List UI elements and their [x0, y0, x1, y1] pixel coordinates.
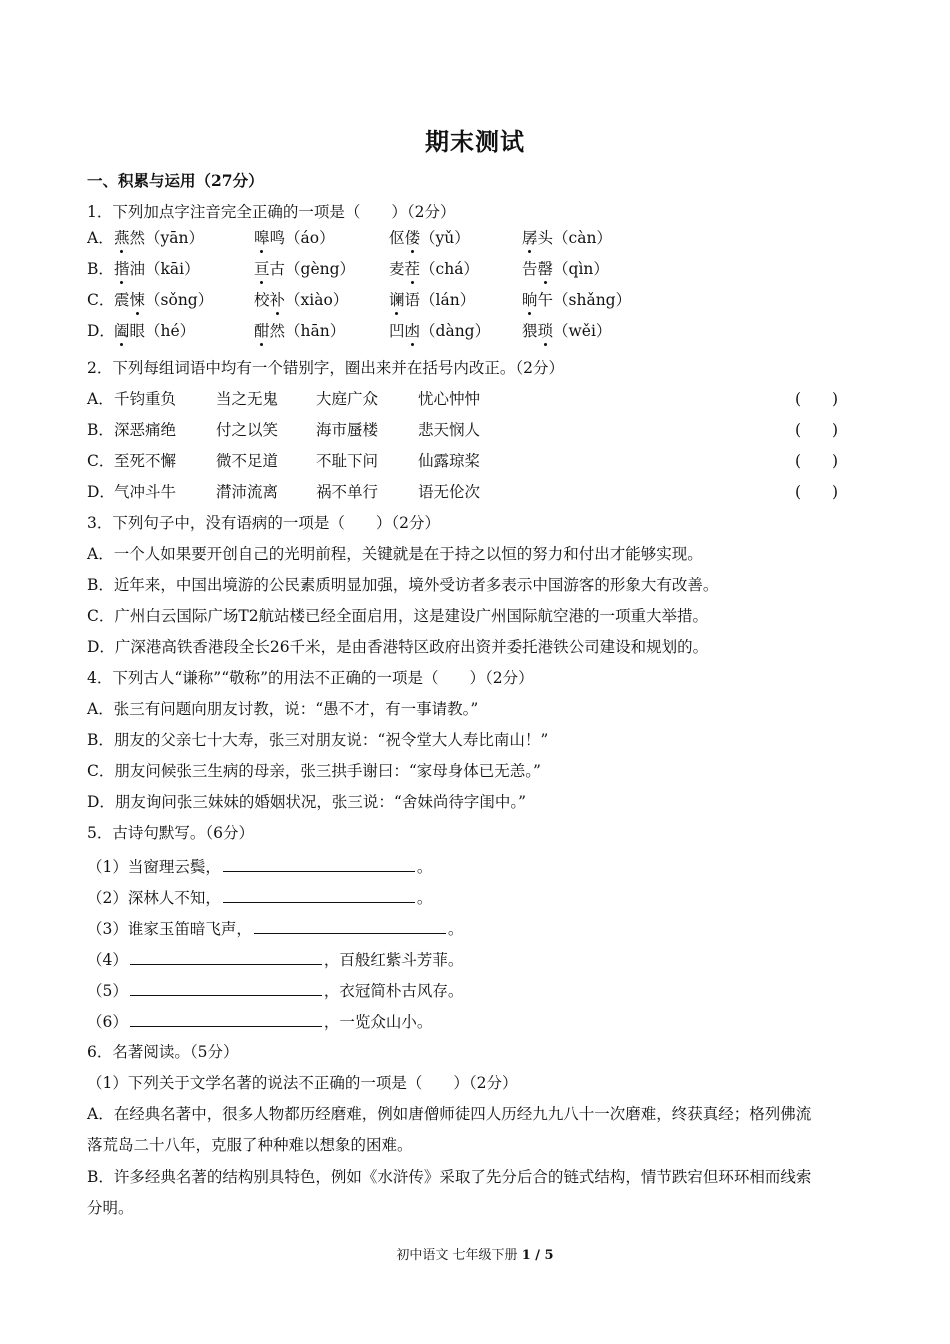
question-5-item — [87, 887, 432, 908]
question-5-item — [87, 980, 463, 1001]
question-5-stem: 5．古诗句默写。（6分） — [87, 824, 254, 842]
dotted-character: 嗥 — [254, 229, 270, 247]
question-2-option-label: C． — [87, 452, 115, 470]
question-1-option-item — [522, 290, 631, 310]
question-2-option-label: A． — [87, 390, 114, 408]
question-4-option-a: A．张三有问题向朋友讨教，说：“愚不才，有一事请教。” — [87, 700, 479, 718]
item-text: 眼（hé） — [129, 322, 196, 340]
question-2-stem: 2．下列每组词语中均有一个错别字，圈出来并在括号内改正。（2分） — [87, 359, 564, 377]
item-text: 头（càn） — [537, 229, 612, 247]
question-1-option-item — [389, 290, 475, 310]
item-text: （chá） — [420, 260, 479, 278]
item-text: 然（hān） — [269, 322, 346, 340]
question-1-option-item — [114, 321, 195, 341]
line-after-blank: ，衣冠简朴古风存。 — [323, 982, 464, 1000]
item-prefix: 伛 — [389, 229, 405, 247]
answer-parentheses: ( ) — [795, 483, 839, 501]
question-2-word: 千钧重负 — [114, 390, 177, 408]
item-number: （2） — [87, 889, 128, 907]
answer-blank — [130, 980, 322, 996]
question-6-option-b-line1: B．许多经典名著的结构别具特色，例如《水浒传》采取了先分后合的链式结构，情节跌宕但环环相而线索 — [87, 1168, 812, 1186]
question-4-option-c: C．朋友问候张三生病的母亲，张三拱手谢曰：“家母身体已无恙。” — [87, 762, 541, 780]
dotted-character: 晌 — [522, 291, 538, 309]
dotted-character: 悚 — [129, 291, 146, 309]
question-5-item — [87, 856, 432, 877]
question-4-stem: 4．下列古人“谦称”“敬称”的用法不正确的一项是（ ）（2分） — [87, 669, 534, 687]
question-2-word: 至死不懈 — [114, 452, 177, 470]
question-1-option-label: C． — [87, 291, 115, 309]
question-2-word: 潸沛流离 — [216, 483, 279, 501]
line-after-blank: 。 — [416, 858, 433, 876]
answer-parentheses: ( ) — [795, 421, 839, 439]
dotted-character: 酣 — [254, 322, 270, 340]
dotted-character: 燕 — [114, 229, 130, 247]
question-1-option-item — [114, 259, 200, 279]
dotted-character: 琐 — [537, 322, 554, 340]
item-text: （wěi） — [553, 322, 612, 340]
question-5-item — [87, 1011, 432, 1032]
question-2-word: 不耻下问 — [316, 452, 379, 470]
line-before-blank: 谁家玉笛暗飞声， — [127, 920, 252, 938]
page-footer — [0, 1247, 950, 1265]
question-1-option-label: B． — [87, 260, 114, 278]
item-number: （3） — [87, 920, 128, 938]
item-prefix: 凹 — [389, 322, 405, 340]
line-before-blank: 深林人不知， — [127, 889, 221, 907]
item-text: 鸣（áo） — [269, 229, 335, 247]
answer-blank — [223, 887, 415, 903]
line-after-blank: ，百般红紫斗芳菲。 — [323, 951, 464, 969]
question-1-option-item — [522, 321, 611, 341]
question-1-option-item — [254, 259, 355, 279]
question-2-word: 付之以笑 — [216, 421, 279, 439]
page-number: 1 / 5 — [521, 1248, 554, 1263]
question-6-option-b-line2: 分明。 — [87, 1199, 134, 1217]
question-5-item — [87, 949, 463, 970]
item-number: （6） — [87, 1013, 128, 1031]
dotted-character: 罄 — [537, 260, 554, 278]
dotted-character: 亘 — [254, 260, 270, 278]
question-1-option-item — [389, 228, 470, 248]
page-title: 期末测试 — [425, 127, 525, 156]
question-1-stem: 1．下列加点字注音完全正确的一项是（ ）（2分） — [87, 203, 456, 221]
question-3-option-a: A．一个人如果要开创自己的光明前程，关键就是在于持之以恒的努力和付出才能够实现。 — [87, 545, 703, 563]
item-prefix: 告 — [522, 260, 538, 278]
dotted-character: 凼 — [404, 322, 421, 340]
item-number: （1） — [87, 858, 128, 876]
question-1-option-item — [389, 259, 479, 279]
item-text: 午（shǎng） — [537, 291, 632, 309]
item-text: （yǔ） — [420, 229, 470, 247]
question-1-option-label: D． — [87, 322, 115, 340]
line-after-blank: ，一览众山小。 — [323, 1013, 433, 1031]
question-1-option-label: A． — [87, 229, 114, 247]
item-prefix: 校 — [254, 291, 270, 309]
item-text: 古（gèng） — [269, 260, 356, 278]
question-5-item — [87, 918, 463, 939]
line-before-blank: 当窗理云鬓， — [127, 858, 221, 876]
question-6-option-a-line2: 落荒岛二十八年，克服了种种难以想象的困难。 — [87, 1136, 413, 1154]
question-1-option-item — [254, 321, 345, 341]
dotted-character: 阖 — [114, 322, 130, 340]
question-6-sub1: （1）下列关于文学名著的说法不正确的一项是（ ）（2分） — [87, 1074, 518, 1092]
dotted-character: 谰 — [389, 291, 405, 309]
item-text: 然（yān） — [129, 229, 204, 247]
item-text: 语（lán） — [404, 291, 476, 309]
question-1-option-item — [254, 228, 335, 248]
item-text: （qìn） — [553, 260, 609, 278]
question-2-word: 仙露琼桨 — [418, 452, 481, 470]
question-2-word: 祸不单行 — [316, 483, 379, 501]
item-text: （dàng） — [420, 322, 491, 340]
answer-blank — [254, 918, 446, 934]
question-6-stem: 6．名著阅读。（5分） — [87, 1043, 239, 1061]
dotted-character: 孱 — [522, 229, 538, 247]
question-2-word: 当之无鬼 — [216, 390, 279, 408]
question-3-stem: 3．下列句子中，没有语病的一项是（ ）（2分） — [87, 514, 440, 532]
question-2-word: 微不足道 — [216, 452, 279, 470]
question-3-option-d: D．广深港高铁香港段全长26千米，是由香港特区政府出资并委托港铁公司建设和规划的。 — [87, 638, 709, 656]
item-text: 油（kāi） — [129, 260, 200, 278]
item-number: （4） — [87, 951, 128, 969]
question-2-word: 语无伦次 — [418, 483, 481, 501]
question-2-option-label: B． — [87, 421, 114, 439]
question-2-word: 气冲斗牛 — [114, 483, 177, 501]
question-6-option-a-line1: A．在经典名著中，很多人物都历经磨难，例如唐僧师徒四人历经九九八十一次磨难，终获真经；格列佛流 — [87, 1105, 812, 1123]
question-1-option-item — [522, 259, 609, 279]
item-text: （sǒng） — [145, 291, 214, 309]
question-2-word: 悲天悯人 — [418, 421, 481, 439]
item-prefix: 麦 — [389, 260, 405, 278]
footer-text: 初中语文 七年级下册 — [396, 1248, 522, 1263]
question-3-option-b: B．近年来，中国出境游的公民素质明显加强，境外受访者多表示中国游客的形象大有改善。 — [87, 576, 719, 594]
question-2-word: 大庭广众 — [316, 390, 379, 408]
answer-blank — [223, 856, 415, 872]
question-1-option-item — [522, 228, 612, 248]
answer-parentheses: ( ) — [795, 390, 839, 408]
item-prefix: 猥 — [522, 322, 538, 340]
question-3-option-c: C．广州白云国际广场T2航站楼已经全面启用，这是建设广州国际航空港的一项重大举措。 — [87, 607, 709, 625]
answer-parentheses: ( ) — [795, 452, 839, 470]
dotted-character: 补 — [269, 291, 286, 309]
answer-blank — [130, 949, 322, 965]
item-prefix: 震 — [114, 291, 130, 309]
question-2-word: 海市蜃楼 — [316, 421, 379, 439]
question-4-option-d: D．朋友询问张三妹妹的婚姻状况，张三说：“舍妹尚待字闺中。” — [87, 793, 527, 811]
question-2-option-label: D． — [87, 483, 115, 501]
answer-blank — [130, 1011, 322, 1027]
question-1-option-item — [114, 228, 204, 248]
item-text: （xiào） — [285, 291, 349, 309]
item-number: （5） — [87, 982, 128, 1000]
line-after-blank: 。 — [416, 889, 433, 907]
question-1-option-item — [389, 321, 490, 341]
question-1-option-item — [114, 290, 213, 310]
line-after-blank: 。 — [447, 920, 464, 938]
question-2-word: 深恶痛绝 — [114, 421, 177, 439]
question-2-word: 忧心忡忡 — [418, 390, 481, 408]
dotted-character: 偻 — [404, 229, 421, 247]
question-4-option-b: B．朋友的父亲七十大寿，张三对朋友说：“祝令堂大人寿比南山！” — [87, 731, 549, 749]
dotted-character: 茬 — [404, 260, 421, 278]
dotted-character: 揩 — [114, 260, 130, 278]
question-1-option-item — [254, 290, 348, 310]
section-heading: 一、积累与运用（27分） — [87, 171, 264, 190]
